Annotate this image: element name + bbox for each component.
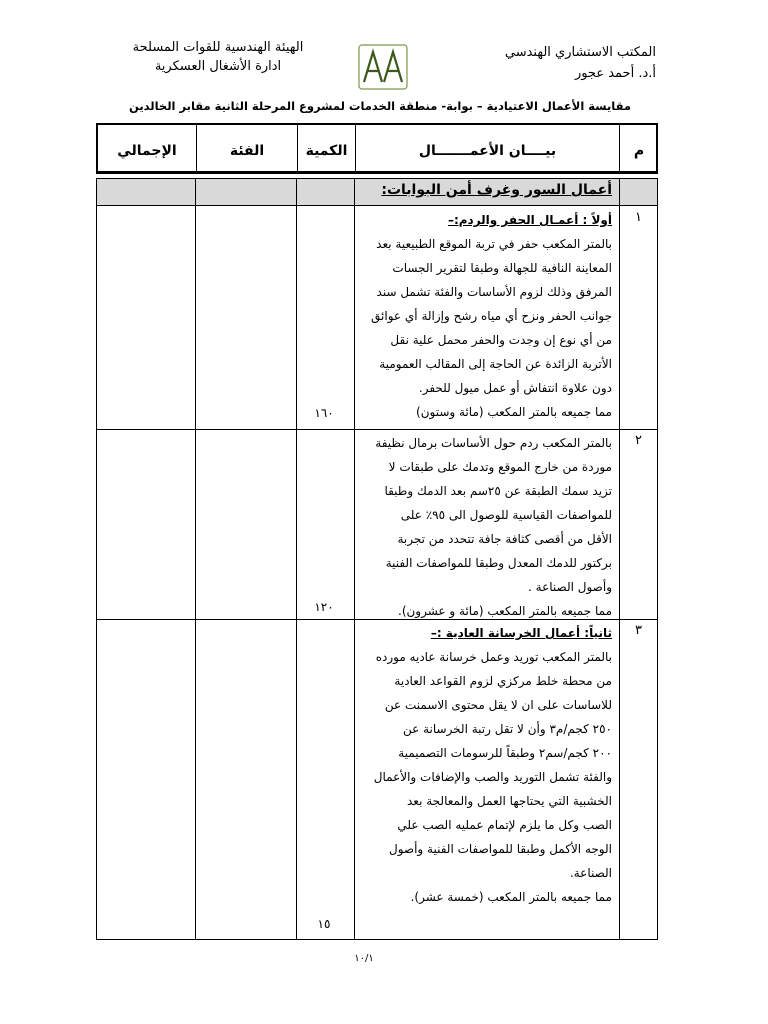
page-number: ١٠/١ [354, 953, 374, 964]
description-line: مما جميعه بالمتر المكعب (مائة وستون) [416, 405, 612, 419]
description-line: والفئة تشمل التوريد والصب والإضافات والأعمال [373, 770, 612, 784]
item-number: ٣ [635, 623, 642, 638]
items-table [96, 178, 658, 940]
logo-icon [358, 44, 408, 90]
description-line: الخشبية التي يحتاجها العمل والمعالجة بعد [406, 794, 612, 808]
item-quantity: ١٥ [317, 917, 331, 931]
description-line: للمواصفات القياسية للوصول الى ٩٥٪ على [400, 508, 612, 522]
office-name: المكتب الاستشاري الهندسي [504, 45, 656, 60]
column-divider [619, 179, 620, 939]
document-title: مقايسة الأعمال الاعتيادية – بوابة- منطقة الخدمات لمشروع المرحلة الثانية مقابر الخالدين [128, 99, 632, 113]
item-description [371, 208, 612, 424]
shaded-cell [97, 179, 195, 205]
description-line: جوانب الحفر ونزح أي مياه رشح وإزالة أي عوائق [371, 309, 612, 323]
description-line: من أي نوع إن وجدت والحفر محمل علية نقل [390, 333, 612, 347]
description-line: ٢٥٠ كجم/م٣ وأن لا تقل رتبة الخرسانة عن [402, 722, 612, 736]
authority-line2: ادارة الأشغال العسكرية [154, 59, 282, 74]
description-line: تزيد سمك الطبقة عن ٢٥سم بعد الدمك وطبقا [384, 484, 612, 498]
item-quantity: ١٦٠ [314, 406, 334, 420]
description-line: المرفق وذلك لزوم الأساسات والفئة تشمل سند [376, 285, 612, 299]
description-line: مما جميعه بالمتر المكعب (خمسة عشر). [410, 890, 612, 904]
description-line: الصب وكل ما يلزم لإتمام عمليه الصب علي [397, 818, 612, 832]
description-line: وأصول الصناعة . [528, 580, 612, 594]
row-divider [97, 429, 657, 430]
item-quantity: ١٢٠ [314, 600, 334, 614]
office-logo [358, 44, 408, 90]
description-line: ٢٠٠ كجم/سم٢ وطبقاً للرسومات التصميمية [398, 746, 612, 760]
column-header-total: الإجمالي [117, 143, 177, 159]
column-header-row [96, 123, 658, 174]
description-line: من محطة خلط مركزي لزوم القواعد العادية [394, 674, 612, 688]
description-line: الأقل من أقصى كثافة جافة تتحدد من تجربة [397, 532, 612, 546]
item-subtitle: ثانياً: أعمال الخرسانة العادية :– [430, 626, 612, 640]
item-number: ٢ [635, 433, 642, 448]
description-line: بركتور للدمك المعدل وطبقا للمواصفات الفنية [385, 556, 612, 570]
column-header-number: م [633, 143, 645, 159]
item-number: ١ [635, 210, 642, 225]
column-header-rate: الفئة [229, 143, 265, 159]
office-person: أ.د. أحمد عجور [574, 66, 656, 81]
column-header-description: بيــــان الأعمـــــــال [418, 143, 557, 159]
item-subtitle: أولاً : أعمـال الحفر والردم:– [447, 213, 612, 227]
item-description [375, 431, 612, 623]
column-divider [354, 179, 355, 939]
shaded-cell [620, 179, 657, 205]
description-line: الوجه الأكمل وطبقا للمواصفات الفنية وأصول [388, 842, 612, 856]
description-line: الصناعة. [569, 866, 612, 880]
shaded-cell [196, 179, 296, 205]
description-line: بالمتر المكعب توريد وعمل خرسانة عاديه مورده [375, 650, 612, 664]
description-line: المعاينة النافية للجهالة وطبقا لتقرير الجسات [392, 261, 612, 275]
description-line: بالمتر المكعب ردم حول الأساسات برمال نظيفة [375, 436, 612, 450]
column-divider [296, 179, 297, 939]
office-block [456, 42, 656, 84]
item-description [374, 621, 612, 909]
row-divider [97, 205, 657, 206]
column-divider [195, 179, 196, 939]
section-title: أعمال السور وغرف أمن البوابات: [381, 182, 612, 198]
description-line: الأتربة الزائدة عن الحاجة إلى المقالب العمومية [379, 357, 612, 371]
authority-block [118, 38, 318, 76]
description-line: للاساسات على ان لا يقل محتوى الاسمنت عن [384, 698, 612, 712]
description-line: بالمتر المكعب حفر في تربة الموقع الطبيعية بعد [376, 237, 612, 251]
description-line: موردة من خارج الموقع وتدمك على طبقات لا [388, 460, 612, 474]
description-line: دون علاوة انتفاش أو عمل ميول للحفر. [418, 381, 612, 395]
authority-line1: الهيئة الهندسية للقوات المسلحة [132, 40, 304, 55]
column-header-quantity: الكمية [305, 143, 348, 159]
shaded-cell [297, 179, 354, 205]
description-line: مما جميعه بالمتر المكعب (مائة و عشرون). [398, 604, 612, 618]
